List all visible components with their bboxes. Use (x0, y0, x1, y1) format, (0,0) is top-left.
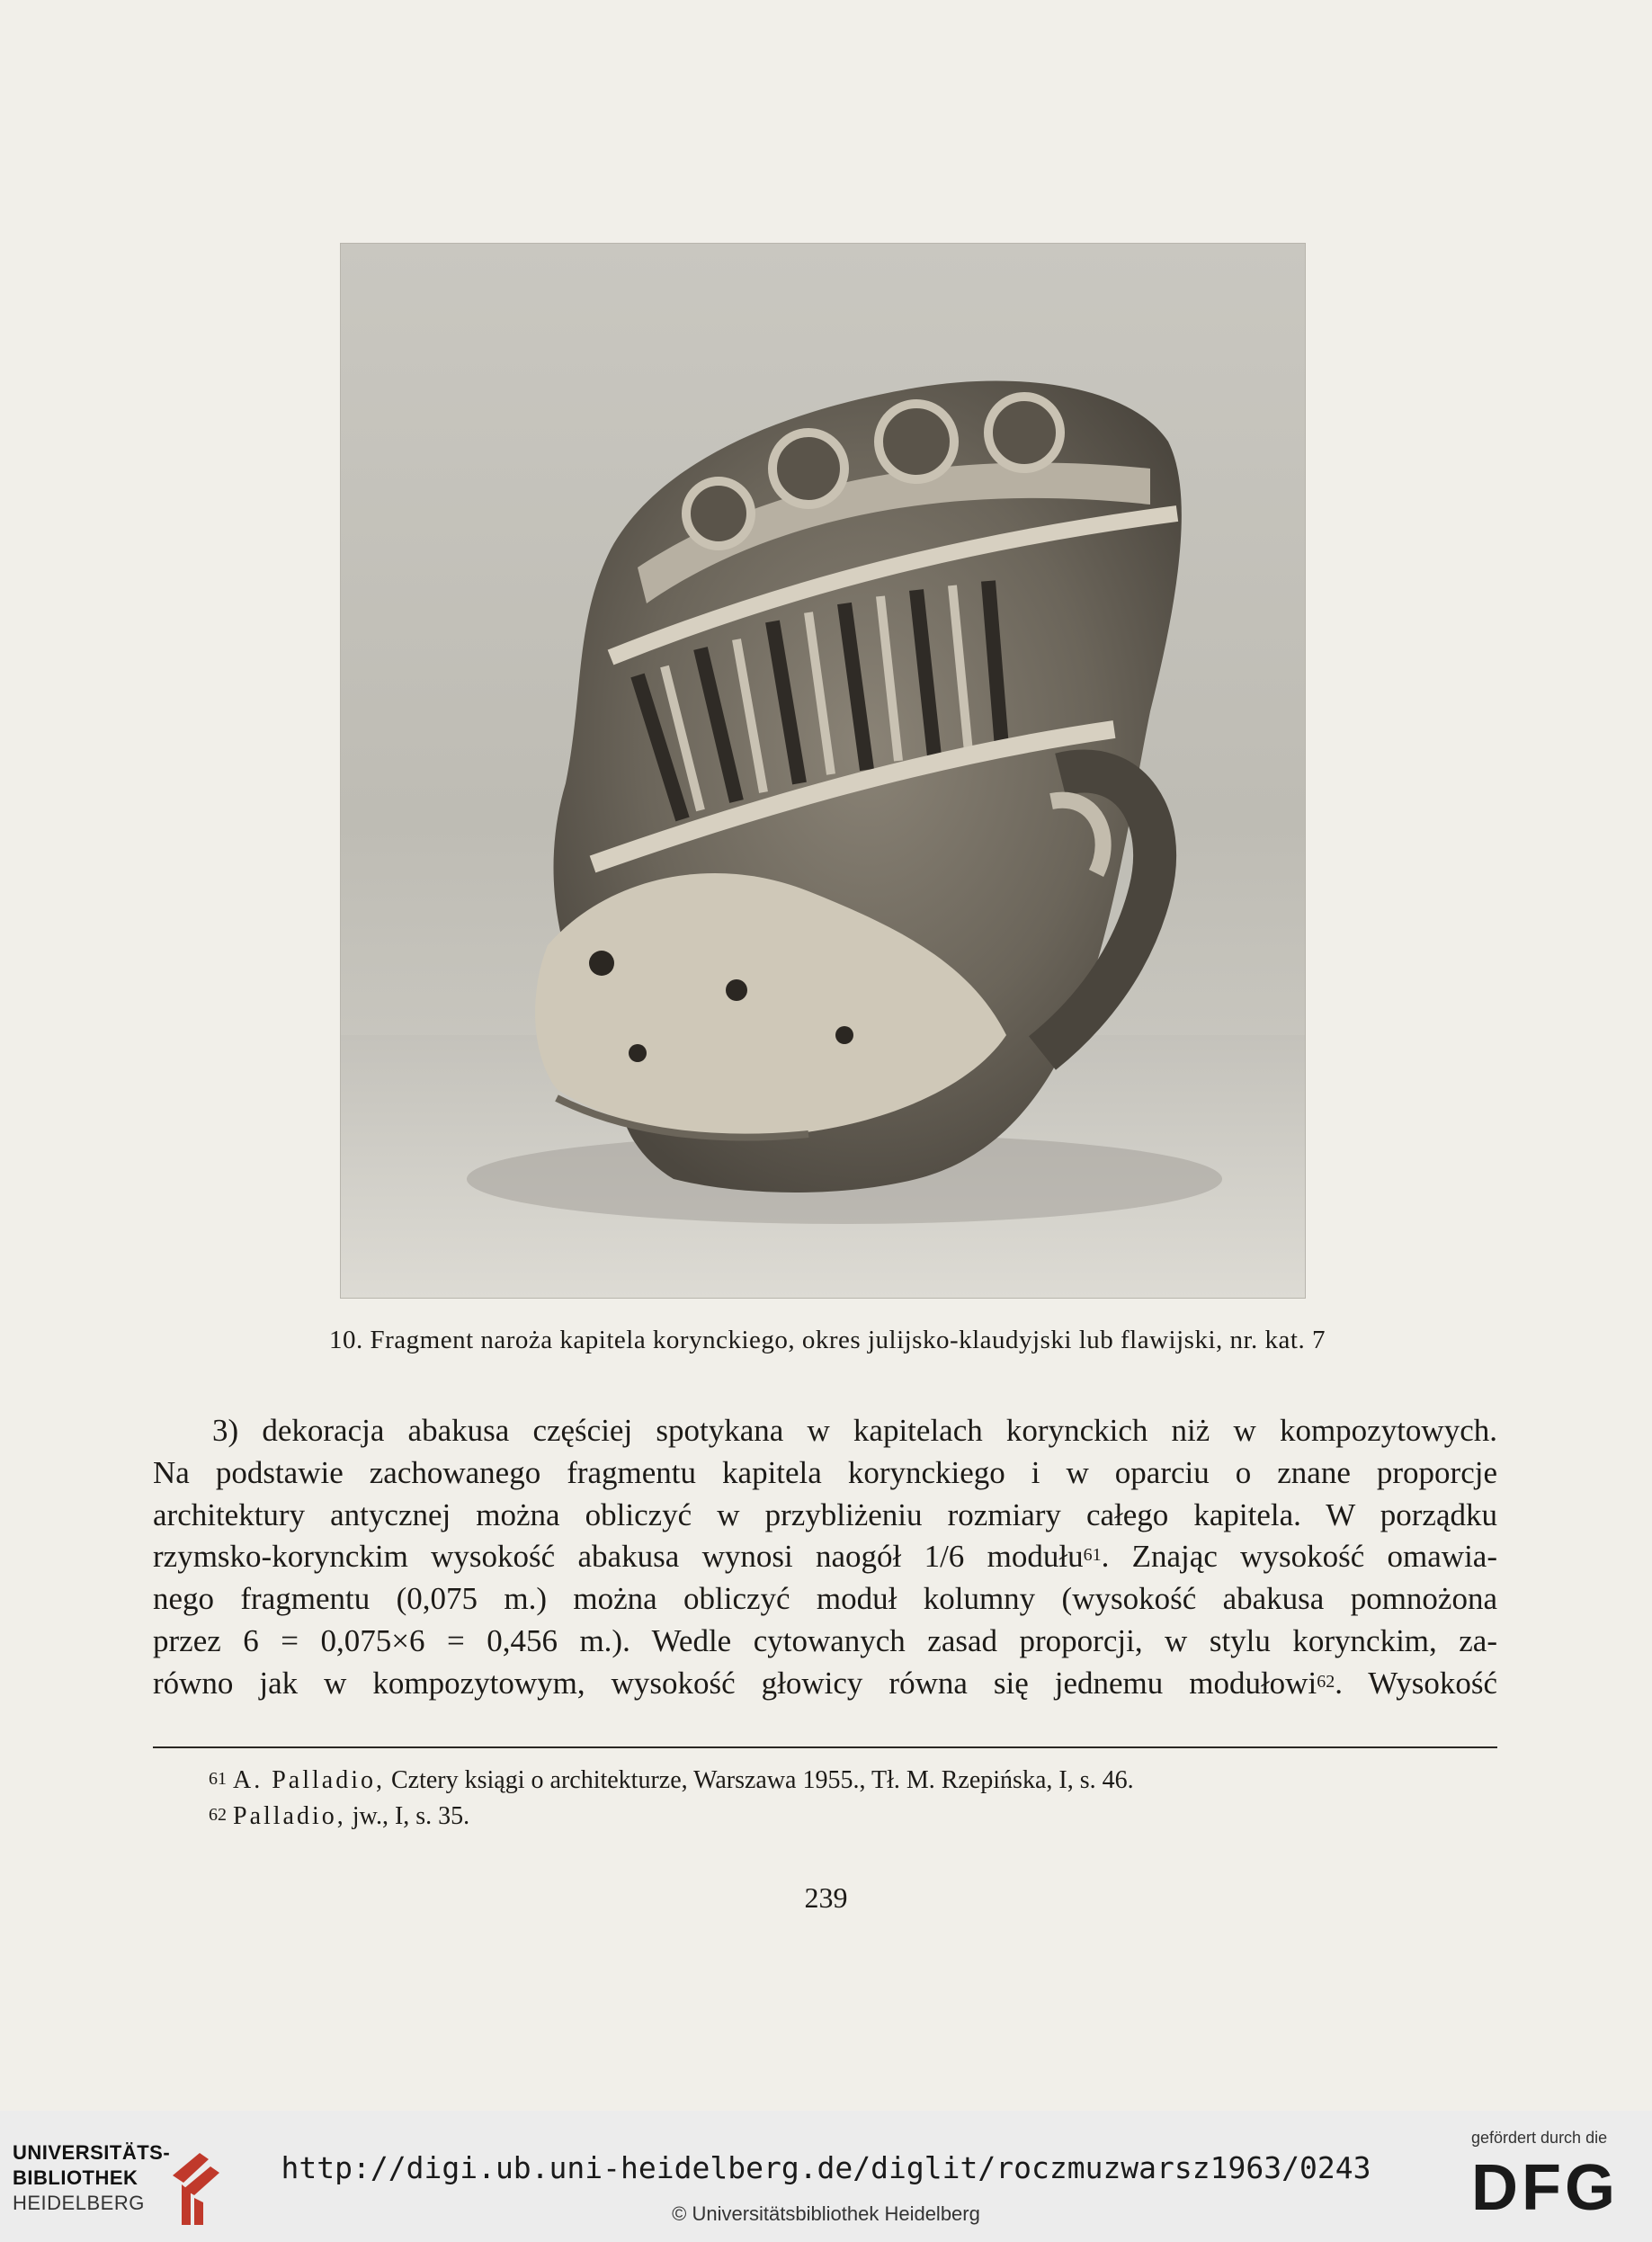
figure-caption: 10. Fragment naroża kapitela korynckiego, okres julijsko-klaudyjski lub flawijski, nr. kat. 7 (328, 1326, 1326, 1354)
page-number: 239 (804, 1881, 848, 1914)
body-line: nego fragmentu (0,075 m.) można obliczyć moduł kolumny (wysokość abakusa pomnożona (153, 1581, 1497, 1617)
library-name-line2: BIBLIOTHEK (13, 2166, 138, 2189)
dfg-logo[interactable] (1466, 2129, 1637, 2228)
footnote-number: 61 (209, 1769, 227, 1789)
footnote-author: A. Palladio, (233, 1766, 385, 1794)
body-line-part: . Wysokość (1335, 1665, 1497, 1701)
footnote-ref-61[interactable]: 61 (1083, 1545, 1102, 1566)
funding-label: gefördert durch die (1471, 2129, 1608, 2147)
footer-bar (0, 2111, 1652, 2242)
footnote-text: Cztery ksiągi o architekturze, Warszawa 1955., Tł. M. Rzepińska, I, s. 46. (385, 1766, 1134, 1794)
body-line: architektury antycznej można obliczyć w przybliżeniu rozmiary całego kapitela. W porządku (153, 1496, 1497, 1532)
body-line: przez 6 = 0,075×6 = 0,456 m.). Wedle cytowanych zasad proporcji, w stylu korynckim, za- (153, 1622, 1497, 1658)
body-line-part: . Znając wysokość omawia- (1101, 1539, 1497, 1575)
body-line-part: równo jak w kompozytowym, wysokość głowicy równa się jednemu modułowi (153, 1665, 1317, 1701)
permalink-url[interactable]: http://digi.ub.uni-heidelberg.de/diglit/roczmuzwarsz1963/0243 (281, 2150, 1371, 2185)
library-name-line1: UNIVERSITÄTS- (13, 2141, 171, 2164)
body-paragraph (153, 1410, 1497, 1705)
copyright-notice: © Universitätsbibliothek Heidelberg (672, 2202, 980, 2225)
footnote-62 (209, 1799, 1378, 1835)
library-name-line3: HEIDELBERG (13, 2192, 145, 2214)
footnote-61 (209, 1763, 1378, 1799)
body-line: 3) dekoracja abakusa częściej spotykana w kapitelach korynckich niż w kompozytowych. (212, 1413, 1497, 1448)
footnote-ref-62[interactable]: 62 (1317, 1671, 1335, 1692)
footnote-author: Palladio, (233, 1802, 346, 1830)
footnote-number: 62 (209, 1805, 227, 1825)
footnotes (209, 1763, 1378, 1835)
footnote-text: jw., I, s. 35. (345, 1802, 470, 1830)
capital-fragment-photo (341, 244, 1305, 1298)
body-line-part: rzymsko-korynckim wysokość abakusa wynosi naogół 1/6 modułu (153, 1539, 1084, 1575)
body-line: Na podstawie zachowanego fragmentu kapitela korynckiego i w oparciu o znane proporcje (153, 1454, 1497, 1490)
body-line (153, 1536, 1497, 1578)
funder-mark: DFG (1471, 2152, 1619, 2224)
footnote-divider (153, 1746, 1497, 1748)
figure-photo (340, 243, 1306, 1299)
body-line (153, 1663, 1497, 1705)
